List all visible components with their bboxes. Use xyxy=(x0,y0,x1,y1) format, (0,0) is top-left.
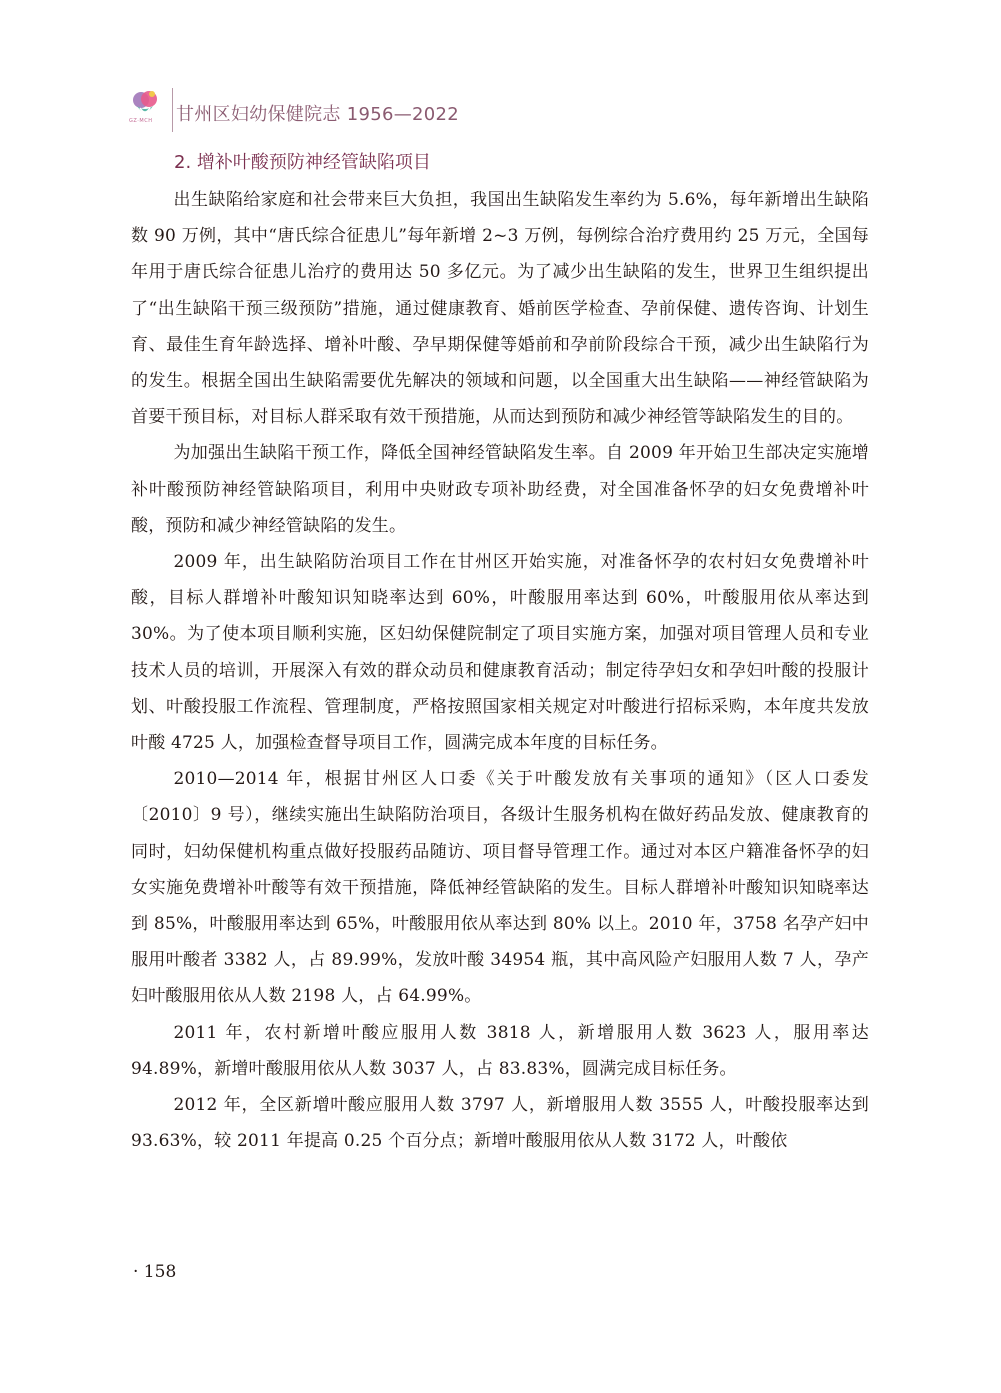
paragraph: 出生缺陷给家庭和社会带来巨大负担，我国出生缺陷发生率约为 5.6%，每年新增出生缺陷数 90 万例，其中“唐氏综合征患儿”每年新增 2~3 万例，每例综合治疗费用约 25 万元，全国每年用于唐氏综合征患儿治疗的费用达 50 多亿元。为了减少出生缺陷的发生，世界卫生组织提出了“出生缺陷干预三级预防”措施，通过健康教育、婚前医学检查、孕前保健、遗传咨询、计划生育、最佳生育年龄选择、增补叶酸、孕早期保健等婚前和孕前阶段综合干预，减少出生缺陷行为的发生。根据全国出生缺陷需要优先解决的领域和问题，以全国重大出生缺陷——神经管缺陷为首要干预目标，对目标人群采取有效干预措施，从而达到预防和减少神经管等缺陷发生的目的。 xyxy=(131,190,869,428)
paragraph: 2011 年，农村新增叶酸应服用人数 3818 人，新增服用人数 3623 人，服用率达 94.89%，新增叶酸服用依从人数 3037 人，占 83.83%，圆满完成目标任务。 xyxy=(131,1022,869,1079)
hospital-logo-icon xyxy=(128,86,162,132)
paragraph: 2012 年，全区新增叶酸应服用人数 3797 人，新增服用人数 3555 人，叶酸投服率达到 93.63%，较 2011 年提高 0.25 个百分点；新增叶酸服用依从人数 3172 人，叶酸依 xyxy=(131,1095,869,1152)
logo-text: GZ·MCH xyxy=(129,118,153,124)
body-text xyxy=(131,182,869,1159)
paragraph: 为加强出生缺陷干预工作，降低全国神经管缺陷发生率。自 2009 年开始卫生部决定实施增补叶酸预防神经管缺陷项目，利用中央财政专项补助经费，对全国准备怀孕的妇女免费增补叶酸，预防和减少神经管缺陷的发生。 xyxy=(131,443,869,536)
book-title: 甘州区妇幼保健院志 1956—2022 xyxy=(176,104,460,125)
paragraph: 2010—2014 年，根据甘州区人口委《关于叶酸发放有关事项的通知》（区人口委发〔2010〕9 号），继续实施出生缺陷防治项目，各级计生服务机构在做好药品发放、健康教育的同时，妇幼保健机构重点做好投服药品随访、项目督导管理工作。通过对本区户籍准备怀孕的妇女实施免费增补叶酸等有效干预措施，降低神经管缺陷的发生。目标人群增补叶酸知识知晓率达到 85%，叶酸服用率达到 65%，叶酸服用依从率达到 80% 以上。2010 年，3758 名孕产妇中服用叶酸者 3382 人，占 89.99%，发放叶酸 34954 瓶，其中高风险产妇服用人数 7 人，孕产妇叶酸服用依从人数 2198 人，占 64.99%。 xyxy=(131,769,869,1007)
page-number: · 158 xyxy=(133,1262,177,1282)
paragraph: 2009 年，出生缺陷防治项目工作在甘州区开始实施，对准备怀孕的农村妇女免费增补叶酸，目标人群增补叶酸知识知晓率达到 60%，叶酸服用率达到 60%，叶酸服用依从率达到 30%。为了使本项目顺利实施，区妇幼保健院制定了项目实施方案，加强对项目管理人员和专业技术人员的培训，开展深入有效的群众动员和健康教育活动；制定待孕妇女和孕妇叶酸的投服计划、叶酸投服工作流程、管理制度，严格按照国家相关规定对叶酸进行招标采购，本年度共发放叶酸 4725 人，加强检查督导项目工作，圆满完成本年度的目标任务。 xyxy=(131,552,869,754)
header-divider xyxy=(172,88,173,132)
section-heading: 2. 增补叶酸预防神经管缺陷项目 xyxy=(174,152,431,173)
